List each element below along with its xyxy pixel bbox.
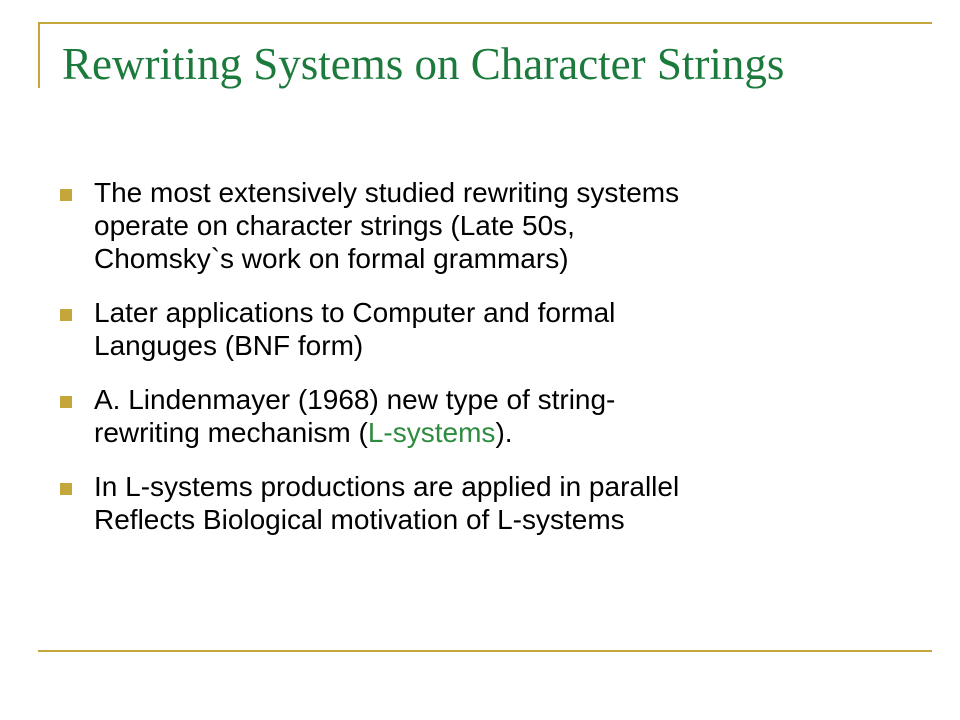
bullet-item [60,176,920,275]
bullet-list [60,176,920,557]
bullet-line: The most extensively studied rewriting systems [94,177,680,208]
bullet-line: Chomsky`s work on formal grammars) [94,243,569,274]
bullet-line: operate on character strings (Late 50s, [94,210,575,241]
square-bullet-icon [60,309,72,321]
highlighted-term: L-systems [367,417,496,448]
slide-title: Rewriting Systems on Character Strings [62,39,785,89]
bottom-horizontal-rule [38,650,932,652]
bullet-line: Later applications to Computer and formal [94,297,616,328]
square-bullet-icon [60,483,72,495]
bullet-line: A. Lindenmayer (1968) new type of string- [94,384,616,415]
bullet-line: Reflects Biological motivation of L-systems [94,504,625,535]
square-bullet-icon [60,189,72,201]
bullet-text: rewriting mechanism ( [94,417,368,448]
bullet-item [60,383,920,449]
bullet-item [60,470,920,536]
bullet-item [60,296,920,362]
left-vertical-rule [38,22,40,88]
bullet-line: Languges (BNF form) [94,330,364,361]
top-horizontal-rule [38,22,932,24]
bullet-text: ). [495,417,513,448]
bullet-line: In L-systems productions are applied in parallel [94,471,680,502]
bullet-line [94,416,920,449]
square-bullet-icon [60,396,72,408]
